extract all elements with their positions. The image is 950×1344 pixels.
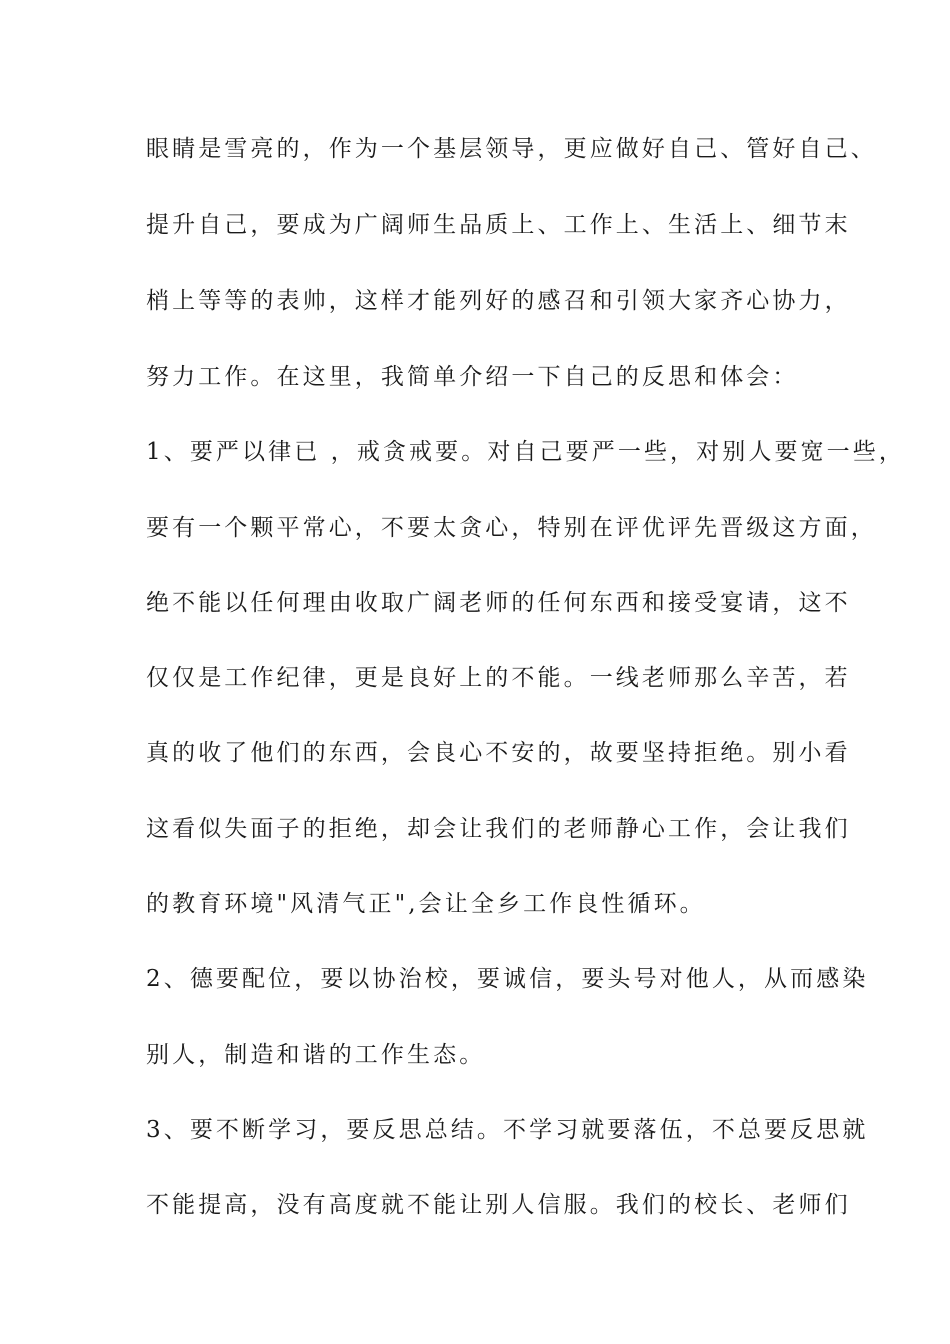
body-text-line: 真的收了他们的东西，会良心不安的，故要坚持拒绝。别小看	[146, 740, 851, 766]
body-text-line: 绝不能以任何理由收取广阔老师的任何东西和接受宴请，这不	[146, 590, 851, 616]
list-item-3-line: 3、要不断学习，要反思总结。不学习就要落伍，不总要反思就	[146, 1117, 869, 1143]
list-item-2-line: 2、德要配位，要以协治校，要诚信，要头号对他人，从而感染	[146, 966, 869, 992]
body-text-line: 梢上等等的表帅，这样才能列好的感召和引领大家齐心协力，	[146, 288, 851, 314]
body-text-line: 眼睛是雪亮的，作为一个基层领导，更应做好自己、管好自己、	[146, 136, 877, 162]
body-text-line: 提升自己，要成为广阔师生品质上、工作上、生活上、细节末	[146, 212, 851, 238]
body-text-line: 这看似失面子的拒绝，却会让我们的老师静心工作，会让我们	[146, 816, 851, 842]
body-text-line: 别人，制造和谐的工作生态。	[146, 1042, 486, 1068]
body-text-line: 仅仅是工作纪律，更是良好上的不能。一线老师那么辛苦，若	[146, 665, 851, 691]
body-text-line: 不能提高，没有高度就不能让别人信服。我们的校长、老师们	[146, 1192, 851, 1218]
list-item-1-line: 1、要严以律已 ，戒贪戒要。对自己要严一些，对别人要宽一些，	[146, 439, 905, 465]
body-text-line: 的教育环境"风清气正",会让全乡工作良性循环。	[146, 891, 706, 917]
body-text-line: 努力工作。在这里，我简单介绍一下自己的反思和体会：	[146, 364, 799, 390]
body-text-line: 要有一个颗平常心，不要太贪心，特别在评优评先晋级这方面，	[146, 515, 877, 541]
